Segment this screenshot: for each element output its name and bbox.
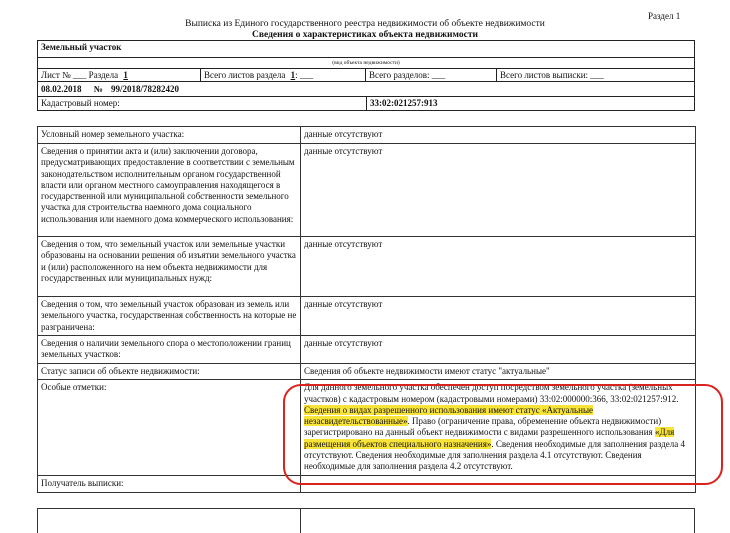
document-subtitle: Сведения о характеристиках объекта недвижимости bbox=[252, 30, 478, 40]
date-number-line bbox=[37, 81, 695, 97]
object-type-caption: (вид объекта недвижимости) bbox=[37, 57, 695, 69]
extract-date: 08.02.2018 bbox=[41, 84, 82, 94]
sheet-section-number: 1 bbox=[123, 70, 128, 80]
row-label: Сведения о наличии земельного спора о местоположении границ земельных участков: bbox=[38, 336, 301, 364]
row-value: данные отсутствуют bbox=[301, 127, 696, 144]
row-value: данные отсутствуют bbox=[301, 237, 696, 297]
row-value: данные отсутствуют bbox=[301, 144, 696, 237]
document-title: Выписка из Единого государственного реестра недвижимости об объекте недвижимости bbox=[185, 19, 545, 29]
number-label: № bbox=[93, 84, 103, 94]
highlight-special-purpose: «Для размещения объектов специального назначения» bbox=[304, 427, 675, 449]
next-table-top bbox=[37, 508, 695, 533]
table-row bbox=[38, 144, 696, 237]
total-sheets-section-tail: : ___ bbox=[295, 70, 314, 80]
table-row bbox=[38, 297, 696, 336]
row-label: Условный номер земельного участка: bbox=[38, 127, 301, 144]
total-sheets-section-label: Всего листов раздела bbox=[204, 70, 286, 80]
annotation-circle bbox=[283, 384, 723, 485]
table-row bbox=[38, 127, 696, 144]
sheet-number-cell bbox=[37, 68, 201, 82]
table-row bbox=[38, 336, 696, 364]
next-table-divider bbox=[300, 508, 301, 533]
table-row bbox=[38, 237, 696, 297]
row-label: Статус записи об объекте недвижимости: bbox=[38, 364, 301, 380]
total-sections: Всего разделов: ___ bbox=[365, 68, 497, 82]
object-type: Земельный участок bbox=[37, 40, 695, 58]
total-sheets-section-cell bbox=[200, 68, 366, 82]
cadastral-label: Кадастровый номер: bbox=[37, 96, 367, 111]
special-text-1: Для данного земельного участка обеспечен доступ посредством земельного участка (земельных участков) с кадастровым номером (кадастровыми номерами) 33:02:000000:366, 33:02:021257:912. bbox=[304, 382, 679, 404]
extract-number: 99/2018/78282420 bbox=[111, 84, 180, 94]
highlight-permitted-use-status: Сведения о видах разрешенного использования имеют статус «Актуальные незасвидетельствованные» bbox=[304, 404, 594, 427]
row-label: Сведения о том, что земельный участок или земельные участки образованы на основании решения об изъятии земельного участка и (или) расположенного на нем объекта недвижимости для государственных или муниципальных нужд: bbox=[38, 237, 301, 297]
row-value: данные отсутствуют bbox=[301, 297, 696, 336]
recipient-label: Получатель выписки: bbox=[38, 476, 301, 492]
total-sheets-extract: Всего листов выписки: ___ bbox=[496, 68, 695, 82]
cadastral-number: 33:02:021257:913 bbox=[366, 96, 695, 111]
row-label: Сведения о том, что земельный участок образован из земель или земельного участка, государственная собственность на которые не разграничена: bbox=[38, 297, 301, 336]
special-text-2: . Право (ограничение права, обременение объекта недвижимости) зарегистрировано на данный объект недвижимости с видами разрешенного использования bbox=[304, 416, 662, 438]
sheet-number-label: Лист № ___ Раздела bbox=[41, 70, 119, 80]
row-value: данные отсутствуют bbox=[301, 336, 696, 364]
special-text-3: . Сведения необходимые для заполнения раздела 4 отсутствуют. Сведения необходимые для заполнения раздела 4.1 отсутствуют. Сведения необходимые для заполнения раздела 4.2 отсутствуют. bbox=[304, 438, 686, 472]
section-number: Раздел 1 bbox=[648, 11, 681, 21]
row-label: Сведения о принятии акта и (или) заключении договора, предусматривающих предоставление в соответствии с земельным законодательством исполнительным органом государственной власти или органом местного самоуправления находящегося в государственной или муниципальной собственности земельного участка для строительства наемного дома социального использования или наемного дома коммерческого использования: bbox=[38, 144, 301, 237]
table-row bbox=[38, 364, 696, 380]
total-sheets-section-value: 1 bbox=[290, 70, 296, 80]
special-notes-label: Особые отметки: bbox=[38, 380, 301, 476]
row-value: Сведения об объекте недвижимости имеют статус "актуальные" bbox=[301, 364, 696, 380]
